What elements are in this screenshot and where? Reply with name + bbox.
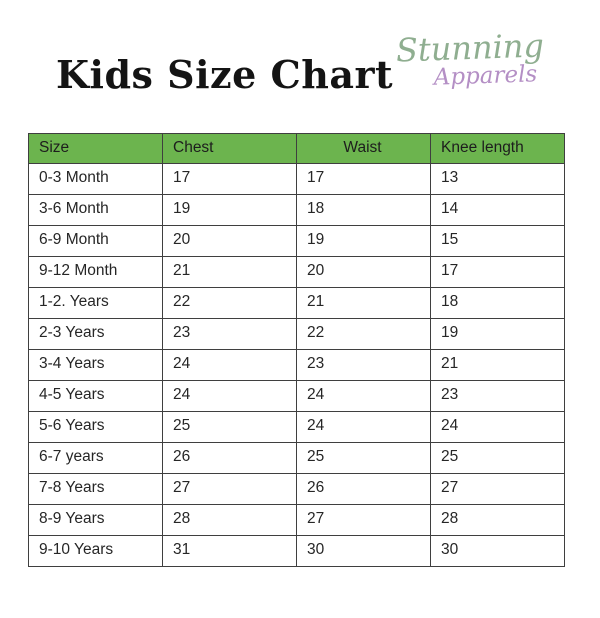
table-row: [29, 412, 565, 443]
table-row: [29, 474, 565, 505]
table-row: [29, 164, 565, 195]
value-cell: 24: [297, 412, 431, 443]
value-cell: 17: [297, 164, 431, 195]
value-cell: 30: [297, 536, 431, 567]
column-header-chest: Chest: [163, 134, 297, 164]
value-cell: 13: [431, 164, 565, 195]
value-cell: 23: [297, 350, 431, 381]
value-cell: 17: [431, 257, 565, 288]
column-header-waist: Waist: [297, 134, 431, 164]
value-cell: 18: [297, 195, 431, 226]
table-row: [29, 226, 565, 257]
size-label-cell: 3-4 Years: [29, 350, 163, 381]
size-chart-table-head: [29, 134, 565, 164]
value-cell: 23: [431, 381, 565, 412]
value-cell: 27: [431, 474, 565, 505]
value-cell: 26: [163, 443, 297, 474]
value-cell: 24: [431, 412, 565, 443]
table-row: [29, 195, 565, 226]
value-cell: 25: [431, 443, 565, 474]
value-cell: 24: [163, 350, 297, 381]
table-row: [29, 443, 565, 474]
value-cell: 18: [431, 288, 565, 319]
value-cell: 28: [431, 505, 565, 536]
value-cell: 24: [163, 381, 297, 412]
size-label-cell: 0-3 Month: [29, 164, 163, 195]
value-cell: 19: [297, 226, 431, 257]
table-row: [29, 505, 565, 536]
value-cell: 21: [163, 257, 297, 288]
value-cell: 26: [297, 474, 431, 505]
value-cell: 15: [431, 226, 565, 257]
brand-logo-line1: Stunning: [395, 26, 545, 70]
size-chart-table-body: [29, 164, 565, 567]
value-cell: 22: [297, 319, 431, 350]
value-cell: 25: [163, 412, 297, 443]
value-cell: 27: [297, 505, 431, 536]
size-label-cell: 1-2. Years: [29, 288, 163, 319]
table-row: [29, 381, 565, 412]
table-row: [29, 536, 565, 567]
column-header-knee-length: Knee length: [431, 134, 565, 164]
header-row: [29, 134, 565, 164]
size-label-cell: 6-7 years: [29, 443, 163, 474]
value-cell: 19: [431, 319, 565, 350]
size-label-cell: 4-5 Years: [29, 381, 163, 412]
value-cell: 20: [163, 226, 297, 257]
value-cell: 31: [163, 536, 297, 567]
value-cell: 17: [163, 164, 297, 195]
value-cell: 30: [431, 536, 565, 567]
size-label-cell: 8-9 Years: [29, 505, 163, 536]
brand-logo: [395, 26, 545, 91]
size-label-cell: 3-6 Month: [29, 195, 163, 226]
size-label-cell: 6-9 Month: [29, 226, 163, 257]
value-cell: 24: [297, 381, 431, 412]
table-row: [29, 257, 565, 288]
size-label-cell: 9-10 Years: [29, 536, 163, 567]
column-header-size: Size: [29, 134, 163, 164]
table-row: [29, 350, 565, 381]
size-label-cell: 5-6 Years: [29, 412, 163, 443]
value-cell: 23: [163, 319, 297, 350]
value-cell: 21: [431, 350, 565, 381]
page-title: Kids Size Chart: [56, 52, 394, 97]
value-cell: 19: [163, 195, 297, 226]
size-label-cell: 2-3 Years: [29, 319, 163, 350]
value-cell: 22: [163, 288, 297, 319]
size-chart-table: [28, 133, 565, 567]
value-cell: 20: [297, 257, 431, 288]
size-label-cell: 7-8 Years: [29, 474, 163, 505]
value-cell: 27: [163, 474, 297, 505]
table-row: [29, 288, 565, 319]
value-cell: 25: [297, 443, 431, 474]
table-row: [29, 319, 565, 350]
value-cell: 14: [431, 195, 565, 226]
brand-logo-line2: Apparels: [433, 60, 538, 91]
value-cell: 28: [163, 505, 297, 536]
size-label-cell: 9-12 Month: [29, 257, 163, 288]
value-cell: 21: [297, 288, 431, 319]
